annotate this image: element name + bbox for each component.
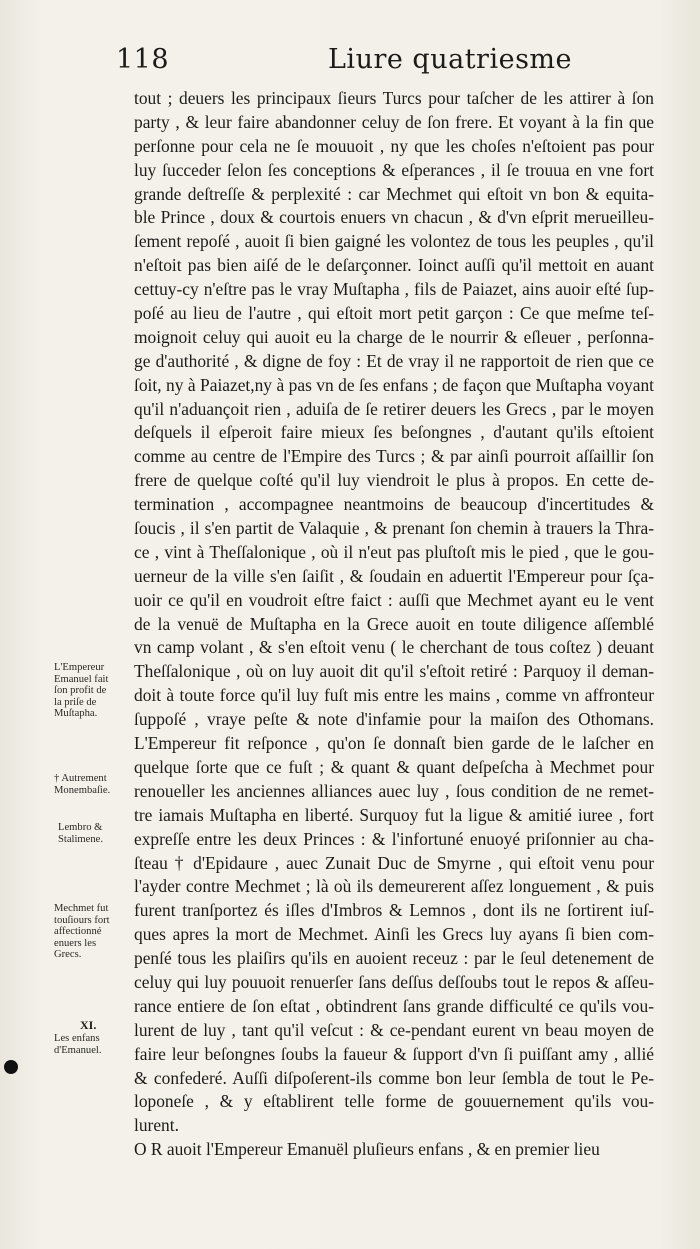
- marginal-note-line: d'Emanuel.: [54, 1044, 102, 1056]
- text-line: party , & leur faire abandonner celuy de ſon frere. Et voyant à la fin que: [134, 111, 654, 132]
- marginal-note-line: ſon profit de: [54, 685, 107, 696]
- text-line: l'ayder contre Mechmet ; là où ils demeurerent aſſez longuement , & puis: [134, 876, 654, 897]
- text-line: renoueller les anciennes alliances auec luy , ſous condition de ne remet-: [134, 780, 654, 801]
- text-line: L'Empereur fit reſponce , qu'on ſe donnaſt bien garde de le laſcher en: [134, 733, 654, 754]
- text-line: doit à toute force qu'il luy fuſt mis entre les mains , comme vn affronteur: [134, 685, 654, 706]
- text-line: poſé au lieu de l'autre , qui eſtoit mort petit garçon : Ce que meſme teſ-: [134, 303, 654, 324]
- marginal-note-line: Lembro &: [58, 822, 103, 833]
- marginal-note-emanuel-profit: [54, 662, 108, 720]
- text-line: de la venuë de Muſtapha en la Grece auoit en toute diligence aſſemblé: [134, 613, 654, 634]
- text-line: termination , accompagnee neantmoins de beaucoup d'incertitudes &: [134, 494, 654, 515]
- text-line: ques apres la mort de Mechmet. Ainſi les Grecs luy ayans ſi bien com-: [134, 924, 654, 945]
- text-line: ſement repoſé , auoit ſi bien gaigné les volontez de tous les peuples , qu'il: [134, 231, 654, 252]
- marginal-note-line: enuers les: [54, 937, 97, 949]
- marginal-note-enfans: [54, 1033, 102, 1056]
- text-line: celuy qui luy pouuoit renuerſer ſans deſſus deſſoubs tout le repos & aſſeu-: [134, 971, 654, 992]
- text-line: Theſſalonique , où on luy auoit dit qu'il s'eſtoit retiré : Parquoy il deman-: [134, 661, 654, 682]
- text-line: O R auoit l'Empereur Emanuël pluſieurs enfans , & en premier lieu: [134, 1139, 600, 1160]
- marginal-note-line: Emanuel fait: [54, 673, 109, 685]
- marginal-note-line: Mechmet fut: [54, 903, 109, 914]
- text-line: ble Prince , doux & courtois enuers vn chacun , & d'vn eſprit merueilleu-: [134, 207, 654, 228]
- page-number: 118: [116, 44, 170, 75]
- text-line: qu'il n'aduançoit rien , aduiſa de ſe retirer deuers les Grecs , par le moyen: [134, 398, 654, 419]
- marginal-note-line: L'Empereur: [54, 662, 105, 673]
- text-line: perſonne pour cela ne ſe mouuoit , ny que les choſes n'eſtoient pas pour: [134, 135, 654, 156]
- section-number: XI.: [80, 1018, 97, 1032]
- marginal-note-line: touſiours fort: [54, 914, 110, 926]
- marginal-note-mechmet: [54, 903, 110, 961]
- text-line: uerneur de la ville s'en ſaiſit , & ſoudain en aduertit l'Empereur pour ſça-: [134, 565, 654, 586]
- text-line: vn camp volant , & s'en eſtoit venu ( le cherchant de tous coſtez ) deuant: [134, 637, 654, 658]
- marginal-note-lembro: [58, 822, 103, 845]
- text-line: grande deſtreſſe & perplexité : car Mechmet qui eſtoit vn bon & equita-: [134, 183, 654, 204]
- marginal-note-line: Stalimene.: [58, 833, 104, 845]
- marginal-note-line: Monembaſie.: [54, 784, 111, 796]
- marginal-note-line: Grecs.: [54, 949, 82, 960]
- marginal-note-line: la priſe de: [54, 696, 97, 708]
- text-line: ſteau † d'Epidaure , auec Zunait Duc de Smyrne , qui eſtoit venu pour: [134, 852, 654, 873]
- text-line: lurent de luy , tant qu'il veſcut : & ce-pendant eurent vn beau moyen de: [134, 1019, 654, 1040]
- main-text-block: [134, 87, 654, 1162]
- text-line: rance entiere de ſon eſtat , obtindrent ſans grande difficulté ce qu'ils vou-: [134, 995, 654, 1016]
- marginal-note-monembasie: [54, 773, 110, 796]
- text-line: frere de quelque coſté qu'il luy viendroit le plus à propos. En cette de-: [134, 470, 654, 491]
- text-line: moignoit celuy qui auoit eu la charge de le nourrir & eſleuer , perſonna-: [134, 326, 654, 347]
- text-line: uoir ce qu'il en voudroit eſtre faict : auſſi que Mechmet ayant eu le vent: [134, 589, 654, 610]
- text-line: ſoit, ny à Paiazet,ny à pas vn de ſes enfans ; de façon que Muſtapha voyant: [134, 374, 654, 395]
- text-line: n'eſtoit pas bien aiſé de le deſarçonner. Ioinct auſſi qu'il mettoit en auant: [134, 255, 654, 276]
- text-line: deſquels il eſperoit faire mieux ſes beſongnes , d'autant qu'ils eſtoient: [134, 422, 654, 443]
- text-line: tre iamais Muſtapha en liberté. Surquoy fut la ligue & amitié iuree , fort: [134, 804, 654, 825]
- text-line: tout ; deuers les principaux ſieurs Turcs pour taſcher de les attirer à ſon: [134, 88, 654, 108]
- text-line: & confederé. Auſſi diſpoſerent-ils comme bon leur ſembla de tout le Pe-: [134, 1067, 654, 1088]
- marginal-note-line: Les enfans: [54, 1033, 100, 1044]
- ink-blot: [4, 1060, 18, 1074]
- text-line: expreſſe entre les deux Princes : & l'infortuné enuoyé priſonnier au cha-: [134, 828, 654, 849]
- marginal-note-line: † Autrement: [54, 773, 107, 784]
- text-line: quelque ſorte que ce fuſt ; & quant & quant deſpeſcha à Mechmet pour: [134, 756, 654, 777]
- text-line: loponeſe , & y eſtablirent telle forme de gouuernement qu'ils vou-: [134, 1091, 654, 1112]
- text-line: luy ſucceder ſelon ſes conceptions & eſperances , il ſe trouua en vne fort: [134, 159, 654, 180]
- text-line: ce , vint à Theſſalonique , où il n'eut pas pluſtoſt mis le pied , que le gou-: [134, 541, 654, 562]
- text-line: cettuy-cy n'eſtre pas le vray Muſtapha , fils de Paiazet, ains auoir eſté ſup-: [134, 279, 654, 300]
- text-line: ſoucis , il s'en partit de Valaquie , & prenant ſon chemin à trauers la Thra-: [134, 518, 654, 539]
- text-line: ge d'authorité , & digne de foy : Et de vray il ne rapportoit de rien que ce: [134, 350, 654, 371]
- text-line: lurent.: [134, 1115, 179, 1136]
- text-line: furent tranſportez és iſles d'Imbros & Lemnos , dont ils ne ſortirent iuſ-: [134, 900, 654, 921]
- text-line: ſuppoſé , vraye peſte & note d'infamie pour la maiſon des Othomans.: [134, 709, 654, 730]
- text-line: penſé tous les plaiſirs qu'ils en auoient receuz : par le ſeul detenement de: [134, 948, 654, 969]
- marginal-note-line: Muſtapha.: [54, 708, 98, 719]
- text-line: faire leur beſongnes ſoubs la faueur & ſupport d'vn ſi puiſſant amy , allié: [134, 1043, 654, 1064]
- marginal-note-line: affectionné: [54, 926, 102, 937]
- text-line: comme au centre de l'Empire des Turcs ; & par ainſi pourroit aſſaillir ſon: [134, 446, 654, 467]
- running-title: Liure quatriesme: [328, 44, 572, 75]
